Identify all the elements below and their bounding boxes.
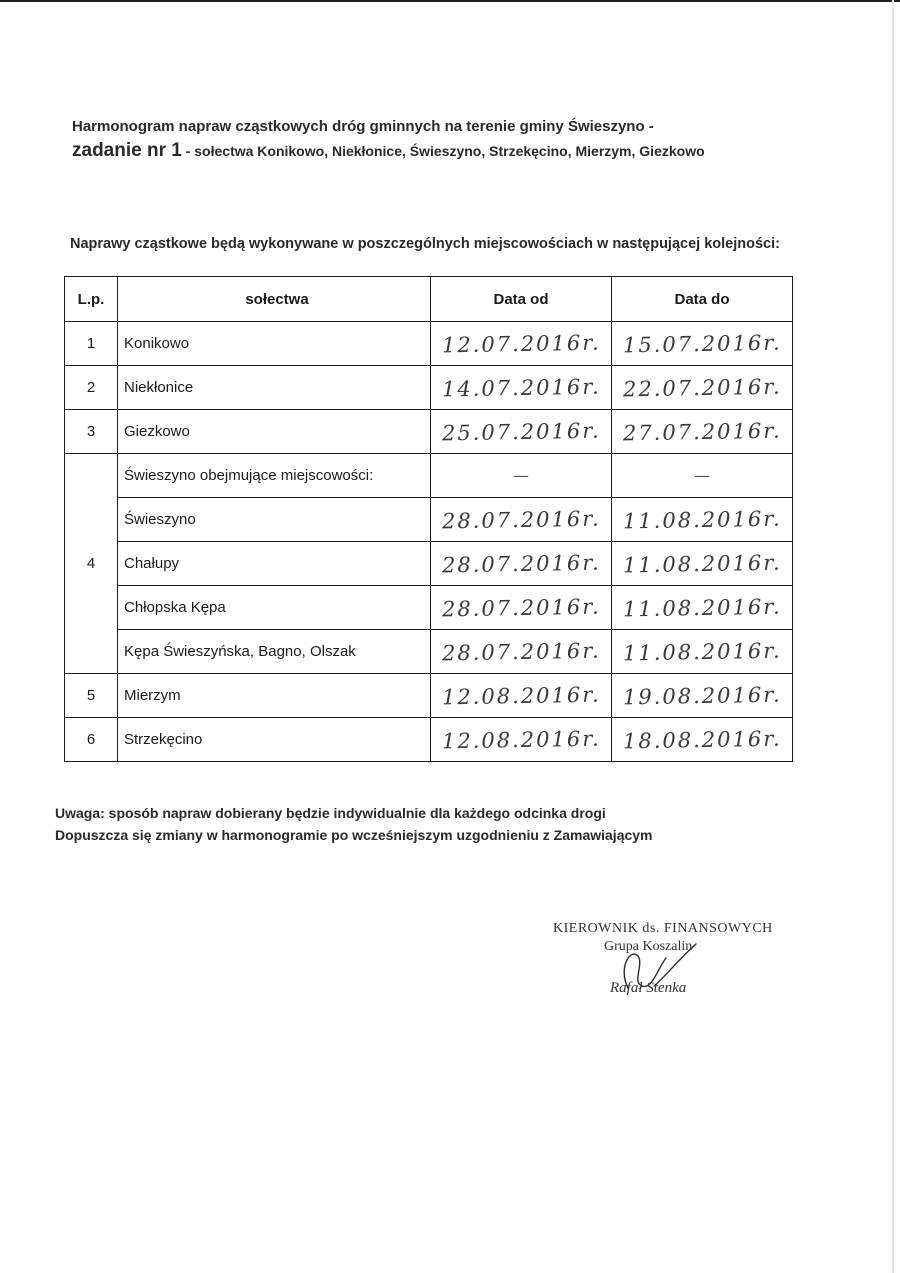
- task-label: zadanie nr 1: [72, 140, 182, 161]
- header-date-from: Data od: [431, 277, 612, 322]
- document-title: Harmonogram napraw cząstkowych dróg gminnych na terenie gminy Świeszyno -: [72, 118, 654, 135]
- village-name: Giezkowo: [118, 410, 431, 454]
- date-from-handwritten: 12.07.2016r.: [441, 330, 601, 357]
- row-number: 2: [65, 366, 118, 410]
- date-from-handwritten: 12.08.2016r.: [441, 682, 601, 709]
- table-row: [65, 454, 793, 498]
- date-from-handwritten: 12.08.2016r.: [441, 726, 601, 753]
- table-row: [65, 410, 793, 454]
- table-row: [65, 718, 793, 762]
- date-to-handwritten: 15.07.2016r.: [622, 330, 782, 357]
- table-row: [65, 674, 793, 718]
- header-village: sołectwa: [118, 277, 431, 322]
- row-number: 1: [65, 322, 118, 366]
- header-lp: L.p.: [65, 277, 118, 322]
- date-to-handwritten: 19.08.2016r.: [622, 682, 782, 709]
- table-row: [65, 366, 793, 410]
- row-number: 5: [65, 674, 118, 718]
- scan-edge-top: [0, 0, 900, 2]
- table-header-row: [65, 277, 793, 322]
- date-from-handwritten: 28.07.2016r.: [441, 506, 601, 533]
- date-to-handwritten: 11.08.2016r.: [622, 638, 782, 665]
- date-to-handwritten: 11.08.2016r.: [622, 550, 782, 577]
- date-to-handwritten: 11.08.2016r.: [622, 506, 782, 533]
- row-number: 3: [65, 410, 118, 454]
- schedule-table: [64, 276, 793, 762]
- table-row: [65, 542, 793, 586]
- date-from-dash: —: [513, 466, 529, 485]
- scan-edge-right: [892, 0, 894, 1273]
- date-to-handwritten: 22.07.2016r.: [622, 374, 782, 401]
- village-name: Chałupy: [118, 542, 431, 586]
- village-name: Konikowo: [118, 322, 431, 366]
- date-from-handwritten: 14.07.2016r.: [441, 374, 601, 401]
- task-villages: - sołectwa Konikowo, Niekłonice, Świeszyno, Strzekęcino, Mierzym, Giezkowo: [181, 143, 705, 159]
- table-row: [65, 322, 793, 366]
- village-name: Kępa Świeszyńska, Bagno, Olszak: [118, 630, 431, 674]
- date-to-handwritten: 18.08.2016r.: [622, 726, 782, 753]
- note-changes: Dopuszcza się zmiany w harmonogramie po wcześniejszym uzgodnieniu z Zamawiającym: [55, 827, 653, 843]
- village-group-name: Świeszyno obejmujące miejscowości:: [118, 454, 431, 498]
- date-from-handwritten: 28.07.2016r.: [441, 594, 601, 621]
- stamp-position: KIEROWNIK ds. FINANSOWYCH: [553, 921, 773, 936]
- date-from-handwritten: 28.07.2016r.: [441, 638, 601, 665]
- village-name: Niekłonice: [118, 366, 431, 410]
- table-row: [65, 586, 793, 630]
- village-name: Strzekęcino: [118, 718, 431, 762]
- intro-text: Naprawy cząstkowe będą wykonywane w poszczególnych miejscowościach w następującej kolejności:: [70, 236, 780, 252]
- stamp-name: Rafał Stenka: [610, 980, 687, 996]
- village-name: Świeszyno: [118, 498, 431, 542]
- table-row: [65, 630, 793, 674]
- date-to-dash: —: [694, 466, 710, 485]
- date-from-handwritten: 28.07.2016r.: [441, 550, 601, 577]
- stamp-group: Grupa Koszalin: [604, 939, 693, 954]
- row-number: 6: [65, 718, 118, 762]
- village-name: Mierzym: [118, 674, 431, 718]
- date-to-handwritten: 27.07.2016r.: [622, 418, 782, 445]
- table-row: [65, 498, 793, 542]
- header-date-to: Data do: [612, 277, 793, 322]
- village-name: Chłopska Kępa: [118, 586, 431, 630]
- date-to-handwritten: 11.08.2016r.: [622, 594, 782, 621]
- note-method: Uwaga: sposób napraw dobierany będzie indywidualnie dla każdego odcinka drogi: [55, 805, 606, 821]
- date-from-handwritten: 25.07.2016r.: [441, 418, 601, 445]
- row-number: 4: [65, 454, 118, 674]
- document-subtitle: [72, 140, 872, 162]
